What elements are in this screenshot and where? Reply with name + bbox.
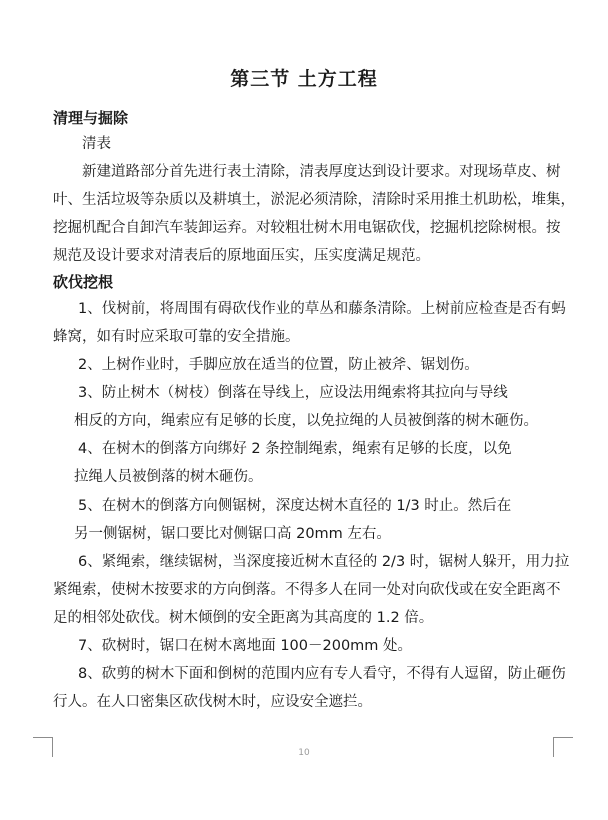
left-crop-mark-horizontal [33, 737, 53, 738]
right-crop-mark-horizontal [553, 737, 573, 738]
list-line: 蜂窝，如有时应采取可靠的安全措施。 [53, 329, 300, 345]
list-line: 4、在树木的倒落方向绑好 2 条控制绳索，绳索有足够的长度，以免 [78, 441, 512, 457]
paragraph-line: 挖掘机配合自卸汽车装卸运弃。对较粗壮树木用电锯砍伐，挖掘机挖除树根。按 [53, 220, 561, 236]
subheading-clearing-surface: 清表 [82, 136, 111, 152]
list-line: 7、砍树时，锯口在树木离地面 100－200mm 处。 [78, 638, 413, 654]
page-number: 10 [298, 748, 310, 758]
heading-clearing: 清理与掘除 [53, 109, 129, 127]
list-line: 2、上树作业时，手脚应放在适当的位置，防止被斧、锯划伤。 [78, 357, 479, 373]
list-line: 6、紧绳索，继续锯树，当深度接近树木直径的 2/3 时，锯树人躲开，用力拉 [78, 554, 570, 570]
list-line: 8、砍剪的树木下面和倒树的范围内应有专人看守，不得有人逗留，防止砸伤 [78, 666, 566, 682]
list-line: 另一侧锯树，锯口要比对侧锯口高 20mm 左右。 [74, 526, 391, 542]
section-title: 第三节 土方工程 [230, 68, 378, 90]
paragraph-line: 新建道路部分首先进行表土清除，清表厚度达到设计要求。对现场草皮、树 [82, 164, 561, 180]
paragraph-line: 叶、生活垃圾等杂质以及耕填土，淤泥必须清除，清除时采用推土机助松，堆集， [53, 192, 575, 208]
paragraph-line: 规范及设计要求对清表后的原地面压实，压实度满足规范。 [53, 248, 430, 264]
list-line: 1、伐树前，将周围有碍砍伐作业的草丛和藤条清除。上树前应检查是否有蚂 [78, 301, 566, 317]
list-line: 足的相邻处砍伐。树木倾倒的安全距离为其高度的 1.2 倍。 [53, 610, 434, 626]
list-line: 行人。在人口密集区砍伐树木时，应设安全遮拦。 [53, 694, 372, 710]
list-line: 5、在树木的倒落方向侧锯树，深度达树木直径的 1/3 时止。然后在 [78, 498, 512, 514]
list-line: 相反的方向，绳索应有足够的长度，以免拉绳的人员被倒落的树木砸伤。 [74, 413, 538, 429]
list-line: 3、防止树木（树枝）倒落在导线上，应设法用绳索将其拉向与导线 [78, 385, 508, 401]
heading-felling-rooting: 砍伐挖根 [53, 273, 114, 291]
list-line: 拉绳人员被倒落的树木砸伤。 [74, 469, 263, 485]
list-line: 紧绳索，使树木按要求的方向倒落。不得多人在同一处对向砍伐或在安全距离不 [53, 582, 561, 598]
